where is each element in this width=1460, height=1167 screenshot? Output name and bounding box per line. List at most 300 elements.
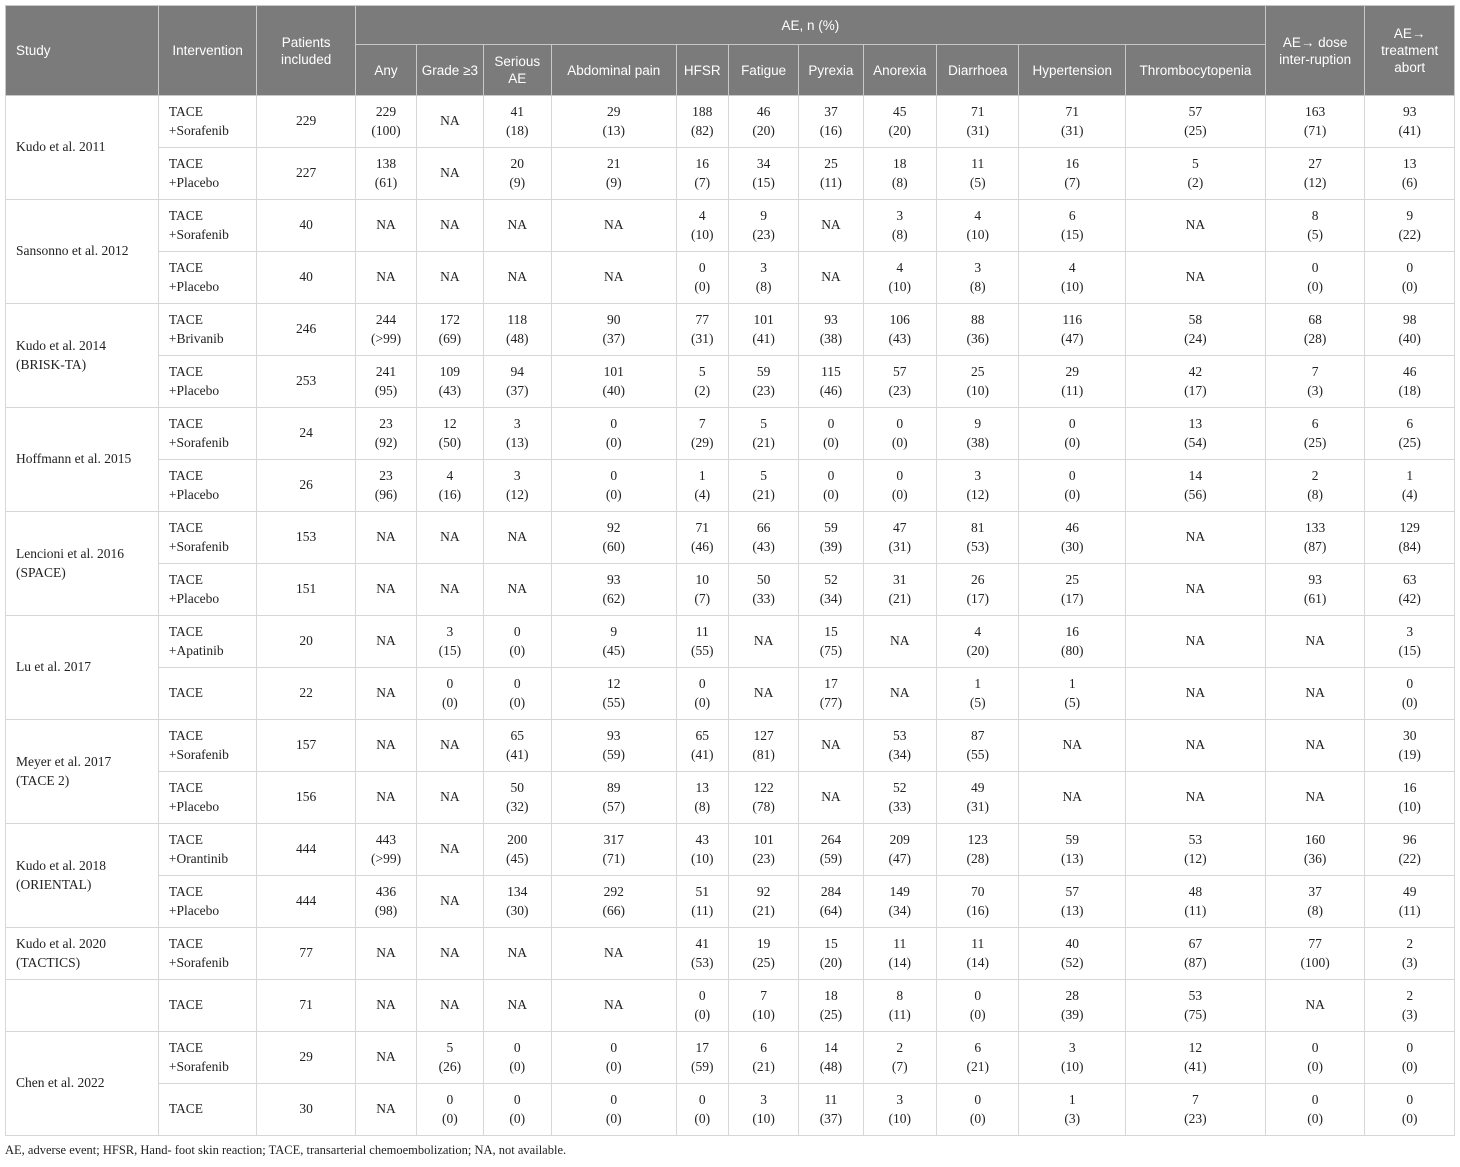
value-cell: 4 (10)	[676, 200, 728, 252]
header-treatment-abort: AE→ treatment abort	[1365, 6, 1455, 96]
value-cell: 436 (98)	[355, 876, 416, 928]
value-cell: NA	[799, 200, 863, 252]
header-ae-col: HFSR	[676, 45, 728, 96]
patients-cell: 71	[257, 980, 356, 1032]
value-cell: 13 (6)	[1365, 148, 1455, 200]
value-cell: 292 (66)	[551, 876, 676, 928]
study-cell: Kudo et al. 2014 (BRISK-TA)	[6, 304, 159, 408]
value-cell: NA	[1126, 252, 1266, 304]
intervention-cell: TACE +Sorafenib	[158, 408, 257, 460]
value-cell: 59 (13)	[1019, 824, 1126, 876]
value-cell: 0 (0)	[937, 1084, 1019, 1136]
table-row	[6, 824, 1455, 876]
value-cell: NA	[863, 616, 936, 668]
value-cell: NA	[417, 980, 483, 1032]
value-cell: 4 (16)	[417, 460, 483, 512]
value-cell: 1 (5)	[937, 668, 1019, 720]
value-cell: 88 (36)	[937, 304, 1019, 356]
value-cell: NA	[417, 824, 483, 876]
header-patients: Patients included	[257, 6, 356, 96]
value-cell: 2 (3)	[1365, 980, 1455, 1032]
value-cell: 90 (37)	[551, 304, 676, 356]
value-cell: NA	[1126, 616, 1266, 668]
table-row	[6, 356, 1455, 408]
value-cell: 8 (5)	[1265, 200, 1365, 252]
value-cell: 4 (20)	[937, 616, 1019, 668]
value-cell: 57 (13)	[1019, 876, 1126, 928]
value-cell: 1 (3)	[1019, 1084, 1126, 1136]
value-cell: NA	[483, 980, 551, 1032]
table-row	[6, 876, 1455, 928]
value-cell: NA	[799, 252, 863, 304]
intervention-cell: TACE	[158, 1084, 257, 1136]
value-cell: 6 (21)	[937, 1032, 1019, 1084]
table-row	[6, 148, 1455, 200]
value-cell: 20 (9)	[483, 148, 551, 200]
value-cell: 42 (17)	[1126, 356, 1266, 408]
patients-cell: 26	[257, 460, 356, 512]
value-cell: 0 (0)	[1365, 252, 1455, 304]
intervention-cell: TACE +Orantinib	[158, 824, 257, 876]
value-cell: 14 (56)	[1126, 460, 1266, 512]
value-cell: 129 (84)	[1365, 512, 1455, 564]
value-cell: 23 (96)	[355, 460, 416, 512]
value-cell: 12 (41)	[1126, 1032, 1266, 1084]
value-cell: NA	[417, 720, 483, 772]
value-cell: 41 (18)	[483, 96, 551, 148]
patients-cell: 40	[257, 252, 356, 304]
value-cell: 94 (37)	[483, 356, 551, 408]
header-study: Study	[6, 6, 159, 96]
value-cell: 29 (11)	[1019, 356, 1126, 408]
value-cell: 115 (46)	[799, 356, 863, 408]
value-cell: 52 (34)	[799, 564, 863, 616]
value-cell: NA	[1019, 720, 1126, 772]
patients-cell: 20	[257, 616, 356, 668]
value-cell: 284 (64)	[799, 876, 863, 928]
value-cell: 4 (10)	[863, 252, 936, 304]
value-cell: 3 (13)	[483, 408, 551, 460]
value-cell: 57 (25)	[1126, 96, 1266, 148]
value-cell: 264 (59)	[799, 824, 863, 876]
value-cell: 0 (0)	[1365, 1032, 1455, 1084]
value-cell: 188 (82)	[676, 96, 728, 148]
value-cell: 9 (22)	[1365, 200, 1455, 252]
value-cell: 0 (0)	[483, 616, 551, 668]
value-cell: 0 (0)	[551, 460, 676, 512]
value-cell: 6 (15)	[1019, 200, 1126, 252]
value-cell: 3 (15)	[1365, 616, 1455, 668]
value-cell: 11 (37)	[799, 1084, 863, 1136]
patients-cell: 156	[257, 772, 356, 824]
value-cell: 10 (7)	[676, 564, 728, 616]
value-cell: 40 (52)	[1019, 928, 1126, 980]
value-cell: 47 (31)	[863, 512, 936, 564]
value-cell: 11 (14)	[937, 928, 1019, 980]
value-cell: 18 (8)	[863, 148, 936, 200]
value-cell: 57 (23)	[863, 356, 936, 408]
patients-cell: 253	[257, 356, 356, 408]
value-cell: 101 (23)	[728, 824, 798, 876]
intervention-cell: TACE +Sorafenib	[158, 928, 257, 980]
header-ae-col: Fatigue	[728, 45, 798, 96]
value-cell: 6 (21)	[728, 1032, 798, 1084]
value-cell: 4 (10)	[937, 200, 1019, 252]
intervention-cell: TACE	[158, 668, 257, 720]
value-cell: NA	[863, 668, 936, 720]
table-row	[6, 200, 1455, 252]
study-cell: Lencioni et al. 2016 (SPACE)	[6, 512, 159, 616]
value-cell: NA	[1265, 980, 1365, 1032]
value-cell: 93 (61)	[1265, 564, 1365, 616]
study-cell: Kudo et al. 2011	[6, 96, 159, 200]
value-cell: NA	[483, 564, 551, 616]
value-cell: 2 (7)	[863, 1032, 936, 1084]
table-footnote: AE, adverse event; HFSR, Hand- foot skin reaction; TACE, transarterial chemoembolization; NA, not available.	[5, 1143, 567, 1157]
value-cell: NA	[355, 564, 416, 616]
value-cell: 31 (21)	[863, 564, 936, 616]
value-cell: 26 (17)	[937, 564, 1019, 616]
value-cell: 16 (80)	[1019, 616, 1126, 668]
intervention-cell: TACE +Placebo	[158, 148, 257, 200]
value-cell: 138 (61)	[355, 148, 416, 200]
value-cell: 3 (15)	[417, 616, 483, 668]
table-row	[6, 304, 1455, 356]
header-ae-group: AE, n (%)	[355, 6, 1265, 45]
patients-cell: 246	[257, 304, 356, 356]
value-cell: 16 (10)	[1365, 772, 1455, 824]
intervention-cell: TACE +Placebo	[158, 564, 257, 616]
value-cell: 49 (11)	[1365, 876, 1455, 928]
value-cell: 77 (31)	[676, 304, 728, 356]
value-cell: 317 (71)	[551, 824, 676, 876]
value-cell: 15 (75)	[799, 616, 863, 668]
patients-cell: 444	[257, 824, 356, 876]
value-cell: 89 (57)	[551, 772, 676, 824]
value-cell: 127 (81)	[728, 720, 798, 772]
patients-cell: 444	[257, 876, 356, 928]
value-cell: 200 (45)	[483, 824, 551, 876]
table-row	[6, 1032, 1455, 1084]
value-cell: 101 (40)	[551, 356, 676, 408]
intervention-cell: TACE +Sorafenib	[158, 720, 257, 772]
value-cell: 53 (75)	[1126, 980, 1266, 1032]
value-cell: 6 (25)	[1365, 408, 1455, 460]
value-cell: 37 (16)	[799, 96, 863, 148]
value-cell: 0 (0)	[551, 1032, 676, 1084]
value-cell: NA	[483, 928, 551, 980]
intervention-cell: TACE +Apatinib	[158, 616, 257, 668]
value-cell: NA	[417, 928, 483, 980]
value-cell: 5 (2)	[1126, 148, 1266, 200]
value-cell: 93 (62)	[551, 564, 676, 616]
value-cell: NA	[728, 668, 798, 720]
value-cell: 0 (0)	[483, 1084, 551, 1136]
patients-cell: 151	[257, 564, 356, 616]
intervention-cell: TACE +Brivanib	[158, 304, 257, 356]
value-cell: 0 (0)	[676, 668, 728, 720]
value-cell: NA	[1126, 772, 1266, 824]
value-cell: NA	[355, 1084, 416, 1136]
value-cell: 17 (77)	[799, 668, 863, 720]
value-cell: 16 (7)	[676, 148, 728, 200]
value-cell: 3 (8)	[728, 252, 798, 304]
value-cell: 65 (41)	[676, 720, 728, 772]
table-row	[6, 96, 1455, 148]
value-cell: 1 (5)	[1019, 668, 1126, 720]
value-cell: 49 (31)	[937, 772, 1019, 824]
value-cell: 70 (16)	[937, 876, 1019, 928]
value-cell: 17 (59)	[676, 1032, 728, 1084]
value-cell: NA	[799, 720, 863, 772]
value-cell: 0 (0)	[1265, 1032, 1365, 1084]
value-cell: 11 (5)	[937, 148, 1019, 200]
header-ae-col: Abdominal pain	[551, 45, 676, 96]
value-cell: 15 (20)	[799, 928, 863, 980]
value-cell: 3 (12)	[937, 460, 1019, 512]
value-cell: 50 (33)	[728, 564, 798, 616]
value-cell: 123 (28)	[937, 824, 1019, 876]
value-cell: NA	[355, 668, 416, 720]
value-cell: 96 (22)	[1365, 824, 1455, 876]
patients-cell: 29	[257, 1032, 356, 1084]
value-cell: NA	[355, 252, 416, 304]
value-cell: 0 (0)	[676, 980, 728, 1032]
value-cell: 5 (21)	[728, 460, 798, 512]
value-cell: 1 (4)	[676, 460, 728, 512]
intervention-cell: TACE +Placebo	[158, 356, 257, 408]
value-cell: 7 (3)	[1265, 356, 1365, 408]
value-cell: 3 (10)	[863, 1084, 936, 1136]
value-cell: 0 (0)	[799, 460, 863, 512]
table-row	[6, 980, 1455, 1032]
value-cell: 52 (33)	[863, 772, 936, 824]
header-dose-interruption: AE→ dose inter-ruption	[1265, 6, 1365, 96]
value-cell: 6 (25)	[1265, 408, 1365, 460]
value-cell: 12 (55)	[551, 668, 676, 720]
patients-cell: 153	[257, 512, 356, 564]
value-cell: 0 (0)	[551, 1084, 676, 1136]
value-cell: 3 (10)	[1019, 1032, 1126, 1084]
patients-cell: 227	[257, 148, 356, 200]
value-cell: 50 (32)	[483, 772, 551, 824]
value-cell: 160 (36)	[1265, 824, 1365, 876]
value-cell: 0 (0)	[483, 1032, 551, 1084]
value-cell: 29 (13)	[551, 96, 676, 148]
value-cell: 23 (92)	[355, 408, 416, 460]
value-cell: 1 (4)	[1365, 460, 1455, 512]
study-cell: Sansonno et al. 2012	[6, 200, 159, 304]
patients-cell: 40	[257, 200, 356, 252]
value-cell: 37 (8)	[1265, 876, 1365, 928]
value-cell: NA	[355, 512, 416, 564]
value-cell: NA	[551, 252, 676, 304]
value-cell: 0 (0)	[1019, 408, 1126, 460]
value-cell: 0 (0)	[483, 668, 551, 720]
value-cell: NA	[551, 980, 676, 1032]
value-cell: 71 (46)	[676, 512, 728, 564]
study-cell: Hoffmann et al. 2015	[6, 408, 159, 512]
value-cell: 7 (10)	[728, 980, 798, 1032]
value-cell: 9 (23)	[728, 200, 798, 252]
value-cell: NA	[1126, 200, 1266, 252]
value-cell: 67 (87)	[1126, 928, 1266, 980]
value-cell: 116 (47)	[1019, 304, 1126, 356]
value-cell: 59 (23)	[728, 356, 798, 408]
value-cell: 25 (11)	[799, 148, 863, 200]
value-cell: 41 (53)	[676, 928, 728, 980]
intervention-cell: TACE +Sorafenib	[158, 200, 257, 252]
value-cell: 0 (0)	[676, 1084, 728, 1136]
study-cell: Lu et al. 2017	[6, 616, 159, 720]
value-cell: 0 (0)	[1365, 1084, 1455, 1136]
value-cell: 68 (28)	[1265, 304, 1365, 356]
value-cell: 30 (19)	[1365, 720, 1455, 772]
value-cell: NA	[483, 512, 551, 564]
header-ae-col: Diarrhoea	[937, 45, 1019, 96]
table-row	[6, 512, 1455, 564]
value-cell: 0 (0)	[863, 460, 936, 512]
value-cell: 134 (30)	[483, 876, 551, 928]
header-ae-col: Grade ≥3	[417, 45, 483, 96]
table-row	[6, 1084, 1455, 1136]
value-cell: NA	[1126, 668, 1266, 720]
value-cell: 11 (55)	[676, 616, 728, 668]
table-row	[6, 564, 1455, 616]
value-cell: NA	[1126, 720, 1266, 772]
study-cell: Kudo et al. 2018 (ORIENTAL)	[6, 824, 159, 928]
header-ae-col: Any	[355, 45, 416, 96]
value-cell: 0 (0)	[551, 408, 676, 460]
value-cell: 71 (31)	[937, 96, 1019, 148]
intervention-cell: TACE	[158, 980, 257, 1032]
value-cell: NA	[355, 200, 416, 252]
table-container	[5, 5, 1455, 1158]
value-cell: NA	[417, 96, 483, 148]
value-cell: NA	[1265, 720, 1365, 772]
value-cell: NA	[799, 772, 863, 824]
value-cell: 92 (21)	[728, 876, 798, 928]
value-cell: 209 (47)	[863, 824, 936, 876]
study-cell	[6, 980, 159, 1032]
value-cell: 0 (0)	[799, 408, 863, 460]
value-cell: NA	[1265, 772, 1365, 824]
header-intervention: Intervention	[158, 6, 257, 96]
value-cell: 77 (100)	[1265, 928, 1365, 980]
value-cell: 3 (8)	[937, 252, 1019, 304]
value-cell: 244 (>99)	[355, 304, 416, 356]
table-row	[6, 252, 1455, 304]
value-cell: 0 (0)	[1019, 460, 1126, 512]
value-cell: NA	[417, 148, 483, 200]
value-cell: 7 (23)	[1126, 1084, 1266, 1136]
value-cell: NA	[1265, 668, 1365, 720]
value-cell: 25 (10)	[937, 356, 1019, 408]
value-cell: 53 (34)	[863, 720, 936, 772]
patients-cell: 30	[257, 1084, 356, 1136]
value-cell: 0 (0)	[676, 252, 728, 304]
value-cell: NA	[355, 980, 416, 1032]
value-cell: 53 (12)	[1126, 824, 1266, 876]
intervention-cell: TACE +Placebo	[158, 876, 257, 928]
value-cell: 19 (25)	[728, 928, 798, 980]
value-cell: 87 (55)	[937, 720, 1019, 772]
value-cell: NA	[417, 512, 483, 564]
value-cell: 9 (45)	[551, 616, 676, 668]
value-cell: 443 (>99)	[355, 824, 416, 876]
value-cell: NA	[417, 252, 483, 304]
value-cell: 0 (0)	[417, 1084, 483, 1136]
patients-cell: 22	[257, 668, 356, 720]
value-cell: 0 (0)	[1365, 668, 1455, 720]
value-cell: 18 (25)	[799, 980, 863, 1032]
value-cell: 93 (38)	[799, 304, 863, 356]
value-cell: 98 (40)	[1365, 304, 1455, 356]
value-cell: 14 (48)	[799, 1032, 863, 1084]
value-cell: NA	[1126, 564, 1266, 616]
value-cell: NA	[417, 772, 483, 824]
study-cell: Chen et al. 2022	[6, 1032, 159, 1136]
table-row	[6, 772, 1455, 824]
value-cell: 109 (43)	[417, 356, 483, 408]
value-cell: 16 (7)	[1019, 148, 1126, 200]
value-cell: NA	[355, 1032, 416, 1084]
value-cell: 106 (43)	[863, 304, 936, 356]
value-cell: 8 (11)	[863, 980, 936, 1032]
study-cell: Kudo et al. 2020 (TACTICS)	[6, 928, 159, 980]
value-cell: NA	[355, 772, 416, 824]
value-cell: 71 (31)	[1019, 96, 1126, 148]
table-row	[6, 928, 1455, 980]
value-cell: 133 (87)	[1265, 512, 1365, 564]
value-cell: 122 (78)	[728, 772, 798, 824]
value-cell: 66 (43)	[728, 512, 798, 564]
header-ae-col: Pyrexia	[799, 45, 863, 96]
value-cell: 46 (30)	[1019, 512, 1126, 564]
value-cell: 149 (34)	[863, 876, 936, 928]
patients-cell: 77	[257, 928, 356, 980]
value-cell: NA	[417, 564, 483, 616]
value-cell: 3 (12)	[483, 460, 551, 512]
value-cell: 28 (39)	[1019, 980, 1126, 1032]
table-header	[6, 6, 1455, 96]
intervention-cell: TACE +Sorafenib	[158, 512, 257, 564]
value-cell: 34 (15)	[728, 148, 798, 200]
value-cell: NA	[1019, 772, 1126, 824]
intervention-cell: TACE +Sorafenib	[158, 1032, 257, 1084]
value-cell: 229 (100)	[355, 96, 416, 148]
value-cell: 3 (8)	[863, 200, 936, 252]
value-cell: 25 (17)	[1019, 564, 1126, 616]
value-cell: 2 (3)	[1365, 928, 1455, 980]
value-cell: 46 (18)	[1365, 356, 1455, 408]
value-cell: NA	[483, 252, 551, 304]
value-cell: NA	[551, 928, 676, 980]
intervention-cell: TACE +Sorafenib	[158, 96, 257, 148]
value-cell: NA	[417, 200, 483, 252]
adverse-events-table	[5, 5, 1455, 1136]
value-cell: 0 (0)	[863, 408, 936, 460]
value-cell: 43 (10)	[676, 824, 728, 876]
intervention-cell: TACE +Placebo	[158, 252, 257, 304]
value-cell: 163 (71)	[1265, 96, 1365, 148]
value-cell: 51 (11)	[676, 876, 728, 928]
value-cell: NA	[355, 928, 416, 980]
value-cell: 172 (69)	[417, 304, 483, 356]
intervention-cell: TACE +Placebo	[158, 460, 257, 512]
value-cell: NA	[1265, 616, 1365, 668]
header-ae-col: Thrombocytopenia	[1126, 45, 1266, 96]
